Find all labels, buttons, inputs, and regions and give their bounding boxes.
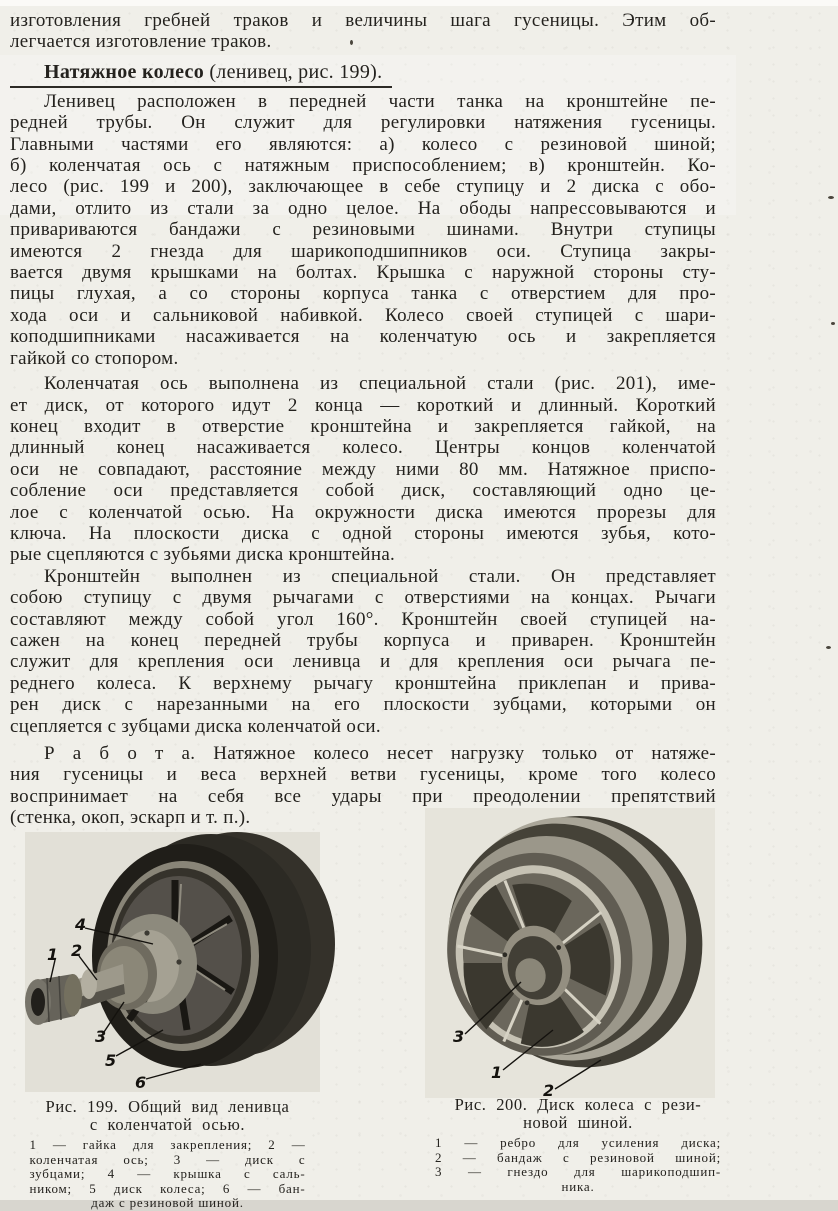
figure-199-caption — [15, 1098, 320, 1211]
text-line: Кронштейн выполнен из специальной стали. Он представляет — [44, 565, 716, 587]
text-line: хода оси и сальниковой набивкой. Колесо своей ступицей с шари- — [10, 304, 716, 326]
text-line: Ленивец расположен в передней части танка на кронштейне пе- — [44, 90, 716, 112]
part-label-1: 1 — [491, 1063, 503, 1082]
text-line: длинный конец насаживается колесо. Центры концов коленчатой — [10, 437, 716, 459]
wheel-disc-illustration — [425, 808, 715, 1098]
text-line: сажен на конец передней трубы корпуса и приварен. Кронштейн — [10, 629, 716, 651]
running-text — [10, 10, 716, 53]
figure-200-photo — [425, 808, 715, 1098]
text-line: служит для крепления оси ленивца и для крепления оси рычага пе- — [10, 651, 716, 673]
part-label-6: 6 — [135, 1073, 147, 1092]
text-line: коподшипниками насаживается на коленчатую ось и закрепляется — [10, 326, 716, 348]
figure-199-legend — [30, 1138, 306, 1211]
part-label-3: 3 — [453, 1027, 465, 1046]
text-line: имеются 2 гнезда для шарикоподшипников оси. Ступица закры- — [10, 240, 716, 262]
text-line: собление оси представляется собой диск, составляющий одно це- — [10, 480, 716, 502]
text-line: лесо (рис. 199 и 200), заключающее в себе ступицу и 2 диска с обо- — [10, 176, 716, 198]
text-line: пицы глухая, а со стороны корпуса танка с отверстием для про- — [10, 283, 716, 305]
caption-line: Рис. 200. Диск колеса с рези- — [454, 1095, 702, 1114]
figure-200-legend — [435, 1136, 721, 1194]
text-line: ключа. На плоскости диска с одной стороны имеются зубья, кото- — [10, 522, 716, 544]
figure-200-caption — [428, 1096, 728, 1194]
text-line: рые сцепляются с зубьями диска кронштейна. — [10, 544, 396, 566]
heading-subtitle: (ленивец, рис. 199). — [204, 60, 383, 83]
scan-artifact — [828, 196, 834, 199]
text-line: конец входит в отверстие кронштейна и закрепляется гайкой, на — [10, 415, 716, 437]
caption-line: новой шиной. — [523, 1113, 633, 1132]
text-line: редней трубы. Он служит для регулировки натяжения гусеницы. — [10, 112, 716, 134]
text-line: лое с коленчатой осью. На окружности диска имеются прорезы для — [10, 501, 716, 523]
legend-line: 2 — бандаж с резиновой шиной; — [435, 1149, 721, 1165]
part-label-1: 1 — [47, 945, 59, 964]
text-line: составляют между собой угол 160°. Кронштейн своей ступицей на- — [10, 608, 716, 630]
text-line: дами, отлито из стали за одно целое. На ободы напрессовываются и — [10, 197, 716, 219]
part-label-5: 5 — [105, 1051, 117, 1070]
text-line: реднего колеса. К верхнему рычагу кронштейна приклепан и прива- — [10, 672, 716, 694]
part-label-2: 2 — [543, 1081, 555, 1100]
text-line: воспринимает на себя все удары при преодолении препятствий — [10, 785, 716, 807]
page-top-margin — [0, 0, 838, 6]
text-column — [10, 10, 716, 829]
text-line: изготовления гребней траков и величины шага гусеницы. Этим об- — [10, 10, 716, 31]
text-line: собою ступицу с двумя рычагами с отверстиями на концах. Рычаги — [10, 587, 716, 609]
text-line: рен диск с нарезанными на его плоскости зубцами, которыми он — [10, 694, 716, 716]
text-line: (стенка, окоп, эскарп и т. п.). — [10, 807, 251, 829]
scan-artifact — [826, 646, 831, 649]
text-line: сцепляется с зубцами диска коленчатой оси. — [10, 715, 381, 737]
legend-line: 3 — гнездо для шарикоподшип- — [435, 1164, 721, 1180]
scan-artifact — [831, 322, 835, 325]
text-line: Коленчатая ось выполнена из специальной стали (рис. 201), име- — [44, 373, 716, 395]
text-line: б) коленчатая ось с натяжным приспособлением; в) кронштейн. Ко- — [10, 155, 716, 177]
figure-199-photo — [25, 832, 320, 1092]
legend-line: зубцами; 4 — крышка с саль- — [29, 1166, 306, 1182]
text-line: легчается изготовление траков. — [10, 31, 272, 53]
text-line: привариваются бандажи с резиновыми шинами. Внутри ступицы — [10, 219, 716, 241]
text-line: гайкой со стопором. — [10, 347, 179, 369]
text-line: оси не совпадают, расстояние между ними 80 мм. Натяжное приспо- — [10, 458, 716, 480]
part-label-2: 2 — [71, 941, 83, 960]
legend-line: коленчатая ось; 3 — диск с — [29, 1151, 306, 1167]
heading-title: Натяжное колесо — [44, 60, 205, 83]
legend-line: ника. — [561, 1178, 595, 1194]
legend-line: даж с резиновой шиной. — [91, 1195, 244, 1211]
part-label-4: 4 — [75, 915, 87, 934]
caption-line: Рис. 199. Общий вид ленивца — [45, 1097, 290, 1116]
text-line: ния гусеницы и веса верхней ветви гусеницы, кроме того колесо — [10, 764, 716, 786]
scan-artifact — [350, 40, 353, 45]
text-line: ет диск, от которого идут 2 конца — короткий и длинный. Короткий — [10, 394, 716, 416]
legend-line: ником; 5 диск колеса; 6 — бан- — [29, 1180, 306, 1196]
text-line: Р а б о т а. Натяжное колесо несет нагрузку только от натяже- — [44, 743, 716, 764]
section-heading — [10, 60, 392, 88]
text-line: Главными частями его являются: а) колесо с резиновой шиной; — [10, 133, 716, 155]
paragraph-crank-axle — [10, 373, 716, 566]
legend-line: 1 — ребро для усиления диска; — [435, 1135, 721, 1150]
idler-wheel-illustration — [25, 832, 320, 1092]
text-line: вается двумя крышками на болтах. Крышка с наружной стороны сту- — [10, 262, 716, 284]
caption-line: с коленчатой осью. — [89, 1115, 246, 1134]
legend-line: 1 — гайка для закрепления; 2 — — [29, 1137, 306, 1152]
paragraph-bracket — [10, 566, 716, 737]
paragraph-idler-overview — [10, 91, 716, 369]
part-label-3: 3 — [95, 1027, 107, 1046]
